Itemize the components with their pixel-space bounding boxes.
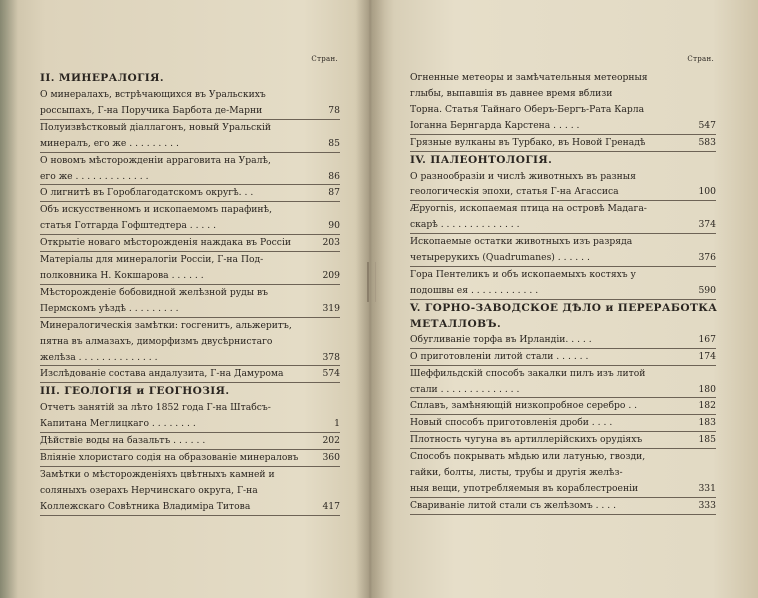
toc-entry	[410, 498, 716, 515]
section-heading	[40, 383, 340, 400]
entry-title-line: О минералахъ, встрѣчающихся въ Уральскихъ	[40, 89, 266, 100]
right-page	[410, 0, 716, 598]
toc-entry	[410, 234, 716, 267]
toc-entry	[410, 169, 716, 202]
page-number: 360	[322, 452, 340, 464]
entry-title-line: желѣза . . . . . . . . . . . . . .	[40, 351, 158, 363]
page-number: 331	[698, 482, 716, 494]
left-page	[40, 0, 340, 598]
entry-title-line: гайки, болты, листы, трубы и другiя желѣз-	[410, 467, 623, 479]
entry-title-line: полковника Н. Кокшарова . . . . . .	[40, 269, 204, 281]
page-number: 378	[322, 351, 340, 363]
entry-title-line: Плотность чугуна въ артиллерiйскихъ орудiяхъ	[410, 434, 643, 446]
entry-title-line: Пермскомъ уѣздѣ . . . . . . . . .	[40, 302, 179, 314]
page-number: 374	[698, 219, 716, 231]
toc-entry	[40, 185, 340, 202]
entry-title-line: подошвы ея . . . . . . . . . . . .	[410, 284, 539, 296]
toc-entry	[40, 285, 340, 318]
toc-entry	[40, 252, 340, 285]
section-heading	[40, 70, 340, 87]
toc-entry	[410, 366, 716, 399]
page-number: 86	[328, 170, 340, 182]
toc-entry	[40, 433, 340, 450]
page-number: 174	[698, 350, 716, 362]
entry-title-line: Гора Пентеликъ и объ ископаемыхъ костяхъ у	[410, 268, 636, 280]
entry-title-line: геологическiя эпохи, статья Г-на Агассиса	[410, 186, 619, 198]
entry-title-line: Торна. Статья Тайнаго Оберъ-Бергъ-Рата Карла	[410, 103, 645, 115]
page-number: 202	[322, 435, 340, 447]
entry-title-line: Объ искусственномъ и ископаемомъ парафинѣ,	[40, 204, 272, 216]
toc-entry	[40, 366, 340, 383]
entry-title-line: Шеффильдскiй способъ закалки пилъ изъ литой	[410, 367, 646, 379]
page-edge-shadow	[0, 0, 18, 598]
page-number: 203	[322, 237, 340, 249]
entry-title-line: Iоганна Бернгарда Карстена . . . . .	[410, 119, 580, 131]
entry-title-line: Обугливанiе торфа въ Ирландiи. . . . .	[410, 333, 592, 345]
toc-entry	[410, 70, 716, 135]
page-column-header: Стран.	[311, 55, 338, 63]
entry-title-line: Матерiалы для минералогiи Россiи, Г-на Под-	[40, 254, 264, 266]
page-number: 87	[328, 187, 340, 199]
page-number: 167	[698, 333, 716, 345]
page-number: 180	[698, 383, 716, 395]
section-title-line: II. МИНЕРАЛОГIЯ.	[40, 72, 164, 84]
toc-entry	[40, 120, 340, 153]
toc-entry	[410, 267, 716, 300]
page-number: 182	[698, 400, 716, 412]
toc-entry	[40, 153, 340, 186]
entry-title-line: О разнообразiи и числѣ животныхъ въ разныя	[410, 170, 636, 182]
section-title-line: МЕТАЛЛОВЪ.	[410, 317, 502, 330]
entry-title-line: Изслѣдованiе состава андалузита, Г-на Дамурома	[40, 368, 284, 380]
entry-title-line: соляныхъ озерахъ Нерчинскаго округа, Г-на	[40, 484, 258, 496]
page-number: 590	[698, 284, 716, 296]
toc-entry	[40, 235, 340, 252]
entry-title-line: Дѣйствiе воды на базальтъ . . . . . .	[40, 435, 206, 447]
page-number: 547	[698, 119, 716, 131]
entry-title-line: Æpyornis, ископаемая птица на островѣ Мадага-	[410, 203, 647, 215]
page-number: 333	[698, 499, 716, 511]
page-number: 183	[698, 417, 716, 429]
entry-title-line: О лигнитѣ въ Гороблагодатскомъ округѣ. . .	[40, 187, 254, 199]
entry-title-line: минералъ, его же . . . . . . . . .	[40, 137, 179, 149]
section-heading	[410, 152, 716, 169]
entry-title-line: Коллежскаго Совѣтника Владимiра Титова	[40, 500, 251, 512]
entry-title-line: Способъ покрывать мѣдью или латунью, гвозди,	[410, 451, 646, 463]
toc-entry	[410, 349, 716, 366]
entry-title-line: Огненные метеоры и замѣчательныя метеорныя	[410, 72, 648, 83]
entry-title-line: Ископаемые остатки животныхъ изъ разряда	[410, 236, 633, 248]
toc-entry	[410, 135, 716, 152]
entry-title-line: ныя вещи, употребляемыя въ кораблестроенiи	[410, 482, 639, 494]
toc-entry	[40, 467, 340, 516]
section-heading	[410, 300, 716, 332]
entry-title-line: О приготовленiи литой стали . . . . . .	[410, 350, 589, 362]
page-column-header: Стран.	[687, 55, 714, 63]
entry-title-line: О новомъ мѣсторожденiи арраговита на Уралѣ,	[40, 154, 271, 166]
page-number: 185	[698, 434, 716, 446]
page-number: 90	[328, 220, 340, 232]
page-number: 376	[698, 252, 716, 264]
toc-entry	[410, 398, 716, 415]
entry-title-line: Капитана Меглицкаго . . . . . . . .	[40, 418, 196, 430]
toc-entry	[410, 415, 716, 432]
table-of-contents-right	[410, 70, 716, 515]
page-number: 100	[698, 186, 716, 198]
section-title-line: III. ГЕОЛОГIЯ и ГЕОГНОЗIЯ.	[40, 385, 230, 398]
entry-title-line: Мѣсторожденiе бобовидной желѣзной руды въ	[40, 286, 269, 298]
toc-entry	[410, 432, 716, 449]
section-title-line: V. ГОРНО-ЗАВОДСКОЕ ДѢЛО и ПЕРЕРАБОТКА	[410, 301, 718, 314]
entry-title-line: россыпахъ, Г-на Поручика Барбота де-Марни	[40, 104, 263, 116]
page-number: 417	[322, 500, 340, 512]
entry-title-line: статья Готгарда Гофштедтера . . . . .	[40, 220, 217, 232]
toc-entry	[40, 202, 340, 235]
page-number: 583	[698, 136, 716, 148]
entry-title-line: Замѣтки о мѣсторожденiяхъ цвѣтныхъ камней и	[40, 468, 275, 480]
entry-title-line: четырерукихъ (Quadrumanes) . . . . . .	[410, 252, 590, 264]
entry-title-line: Полуизвѣстковый дiаллагонъ, новый Уральскiй	[40, 121, 272, 133]
toc-entry	[410, 449, 716, 498]
entry-title-line: пятна въ алмазахъ, диморфизмъ двусѣрнистаго	[40, 335, 273, 347]
page-number: 1	[334, 418, 340, 430]
entry-title-line: Новый способъ приготовленiя дроби . . . .	[410, 417, 613, 429]
entry-title-line: Грязные вулканы въ Турбако, въ Новой Гренадѣ	[410, 136, 646, 148]
toc-entry	[40, 87, 340, 120]
entry-title-line: скарѣ . . . . . . . . . . . . . .	[410, 219, 520, 231]
entry-title-line: Сплавъ, замѣняющiй низкопробное серебро . .	[410, 400, 638, 412]
page-number: 85	[328, 137, 340, 149]
toc-entry	[40, 450, 340, 467]
page-number: 574	[322, 368, 340, 380]
table-of-contents-left	[40, 70, 340, 516]
toc-entry	[410, 201, 716, 234]
page-number: 209	[322, 269, 340, 281]
entry-title-line: глыбы, выпавшiя въ давнее время вблизи	[410, 87, 613, 99]
entry-title-line: Свариванiе литой стали съ желѣзомъ . . . .	[410, 499, 617, 511]
binding-stitch	[367, 262, 376, 302]
entry-title-line: Влiянiе хлористаго содiя на образованiе минераловъ	[40, 452, 299, 464]
toc-entry	[40, 318, 340, 367]
section-title-line: IV. ПАЛЕОНТОЛОГIЯ.	[410, 153, 553, 166]
entry-title-line: Отчетъ занятiй за лѣто 1852 года Г-на Штабсъ-	[40, 402, 271, 414]
entry-title-line: Открытiе новаго мѣсторожденiя наждака въ Россiи	[40, 237, 292, 249]
entry-title-line: его же . . . . . . . . . . . . .	[40, 170, 149, 182]
page-number: 78	[328, 104, 340, 116]
toc-entry	[410, 332, 716, 349]
page-number: 319	[322, 302, 340, 314]
entry-title-line: Минералогическiя замѣтки: госгенитъ, альжеритъ,	[40, 319, 292, 331]
toc-entry	[40, 400, 340, 433]
entry-title-line: стали . . . . . . . . . . . . . .	[410, 383, 520, 395]
